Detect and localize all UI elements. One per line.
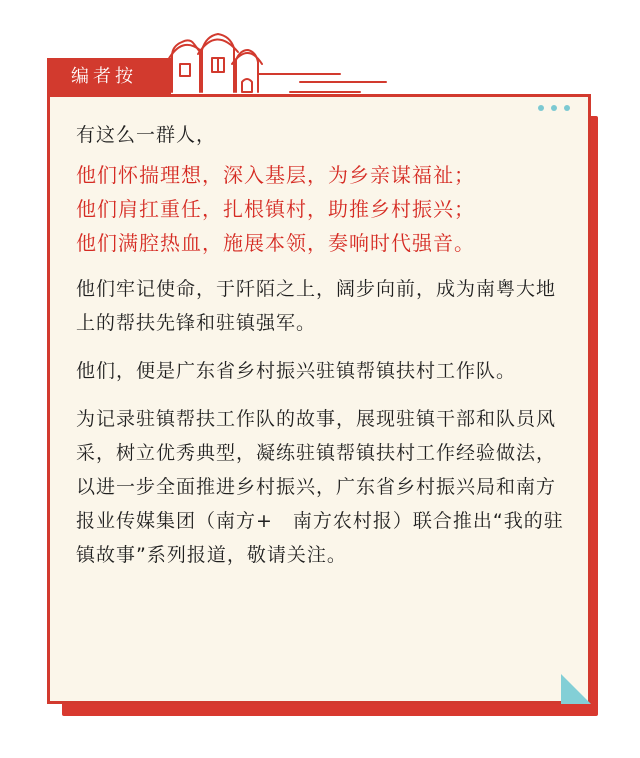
dot-icon xyxy=(551,105,557,111)
dot-icon xyxy=(538,105,544,111)
house-line-art-icon xyxy=(160,30,400,96)
highlight-line: 他们肩扛重任，扎根镇村，助推乡村振兴； xyxy=(76,197,475,221)
editor-note-tag: 编者按 xyxy=(47,58,171,96)
dot-icon xyxy=(564,105,570,111)
highlight-lines xyxy=(76,158,568,260)
article-content xyxy=(76,118,568,586)
intro-text: 有这么一群人， xyxy=(76,124,217,146)
highlight-line: 他们怀揣理想，深入基层，为乡亲谋福祉； xyxy=(76,163,475,187)
folded-corner xyxy=(561,674,591,704)
paragraph: 他们，便是广东省乡村振兴驻镇帮镇扶村工作队。 xyxy=(76,360,517,382)
highlight-line: 他们满腔热血，施展本领，奏响时代强音。 xyxy=(76,231,475,255)
paragraph: 他们牢记使命，于阡陌之上，阔步向前，成为南粤大地上的帮扶先锋和驻镇强军。 xyxy=(76,278,557,334)
decorative-dots xyxy=(538,105,570,111)
paragraph: 为记录驻镇帮扶工作队的故事，展现驻镇干部和队员风采，树立优秀典型，凝练驻镇帮镇扶村工作经验做法，以进一步全面推进乡村振兴，广东省乡村振兴局和南方报业传媒集团（南方+ 南方农村报）联合推出“我的驻镇故事”系列报道，敬请关注。 xyxy=(76,408,564,566)
